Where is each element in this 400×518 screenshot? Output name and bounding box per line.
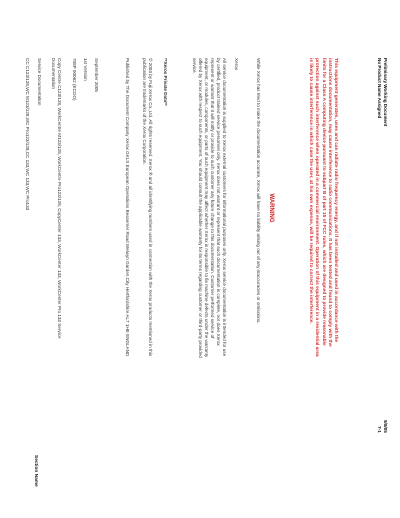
copy-models-text: Copy Centre C123/128, WorkCentre M123/128, WorkCentre Pro123/128, CopyCenter 133, WorkCenter 133, WorkCenter Pro 133 Service Documentation [50, 58, 62, 339]
footer-page-info [376, 420, 388, 433]
publisher-paragraph: Published by The Document Company Xerox GKLS European Operations Bessemer Road Welwyn Garden City Hertfordshire AL7 1HE ENGLAND [125, 58, 130, 357]
footer-status: Preliminary Working Document [383, 58, 388, 127]
footer-product: No Product Name Assigned [377, 58, 382, 119]
warning-title: WARNING [268, 193, 274, 223]
service-documentation-label: Service Documentation [37, 58, 42, 106]
footer-page-number: 7-1 [377, 426, 382, 433]
footer-left [376, 58, 388, 126]
xerox-private-label: **Xerox Private Data** [163, 58, 168, 106]
section-name: Section Name [33, 455, 38, 487]
footer-date-code: 9/8/05 [383, 420, 388, 433]
publication-date: September 2005 [94, 58, 99, 92]
part-number: 708P 00062 (ECOO) [72, 58, 77, 101]
disclaimer-paragraph: While Xerox has tried to make the documentation accurate, Xerox will have no liability arising out of any inaccuracies or omissions. [256, 58, 261, 324]
models-header: CC C123/128,WC M123/128,WC Pro123/128,CC 133,WC 133,WC Pro133 [25, 58, 30, 211]
warning-paragraph: This equipment generates, uses and can radiate radio frequency energy, and if not installed and used in accordance with the instructions documentation, may cause interference to radio communications. It has been tested and found to comply with the limits for a Class A computing device pursuant to subpart B of part 15 of FCC rules, which are designed to provide reasonable protection against such interference when operated in a commercial environment. Operation of this equipment in a residential area is likely to cause interference in which case the user, at his own expense, will be required to correct the interference. [308, 58, 338, 357]
version-label: 1st Version [83, 58, 88, 81]
copyright-paragraph: © 2003 by Fuji Xerox Co.,Ltd. All rights reserved. Xerox ® and all identifying numbers used in connection with the Xerox products mentioned in this publication are trademarks of the Xerox Corporation. [141, 58, 153, 357]
service-documentation-paragraph: All service documentation is supplied to Xerox external customers for informational purposes only. Xerox service documentation is intended for use by certified, product trained service personnel only. Xerox does not warrant or represent that such documentation is complete, nor does Xerox represent or warrant that it will notify or provide to such customer any future change to this documentation. Customer performed service of equipment, or modules, components, or parts of such equipment may affect whether Xerox is responsible to fix machine defects under the warranty offered by Xerox with respect to such equipment. You should consult the applicable warranty for its terms regarding customer or third-party provided service. [191, 58, 227, 358]
xerox-label: Xerox [234, 58, 239, 71]
